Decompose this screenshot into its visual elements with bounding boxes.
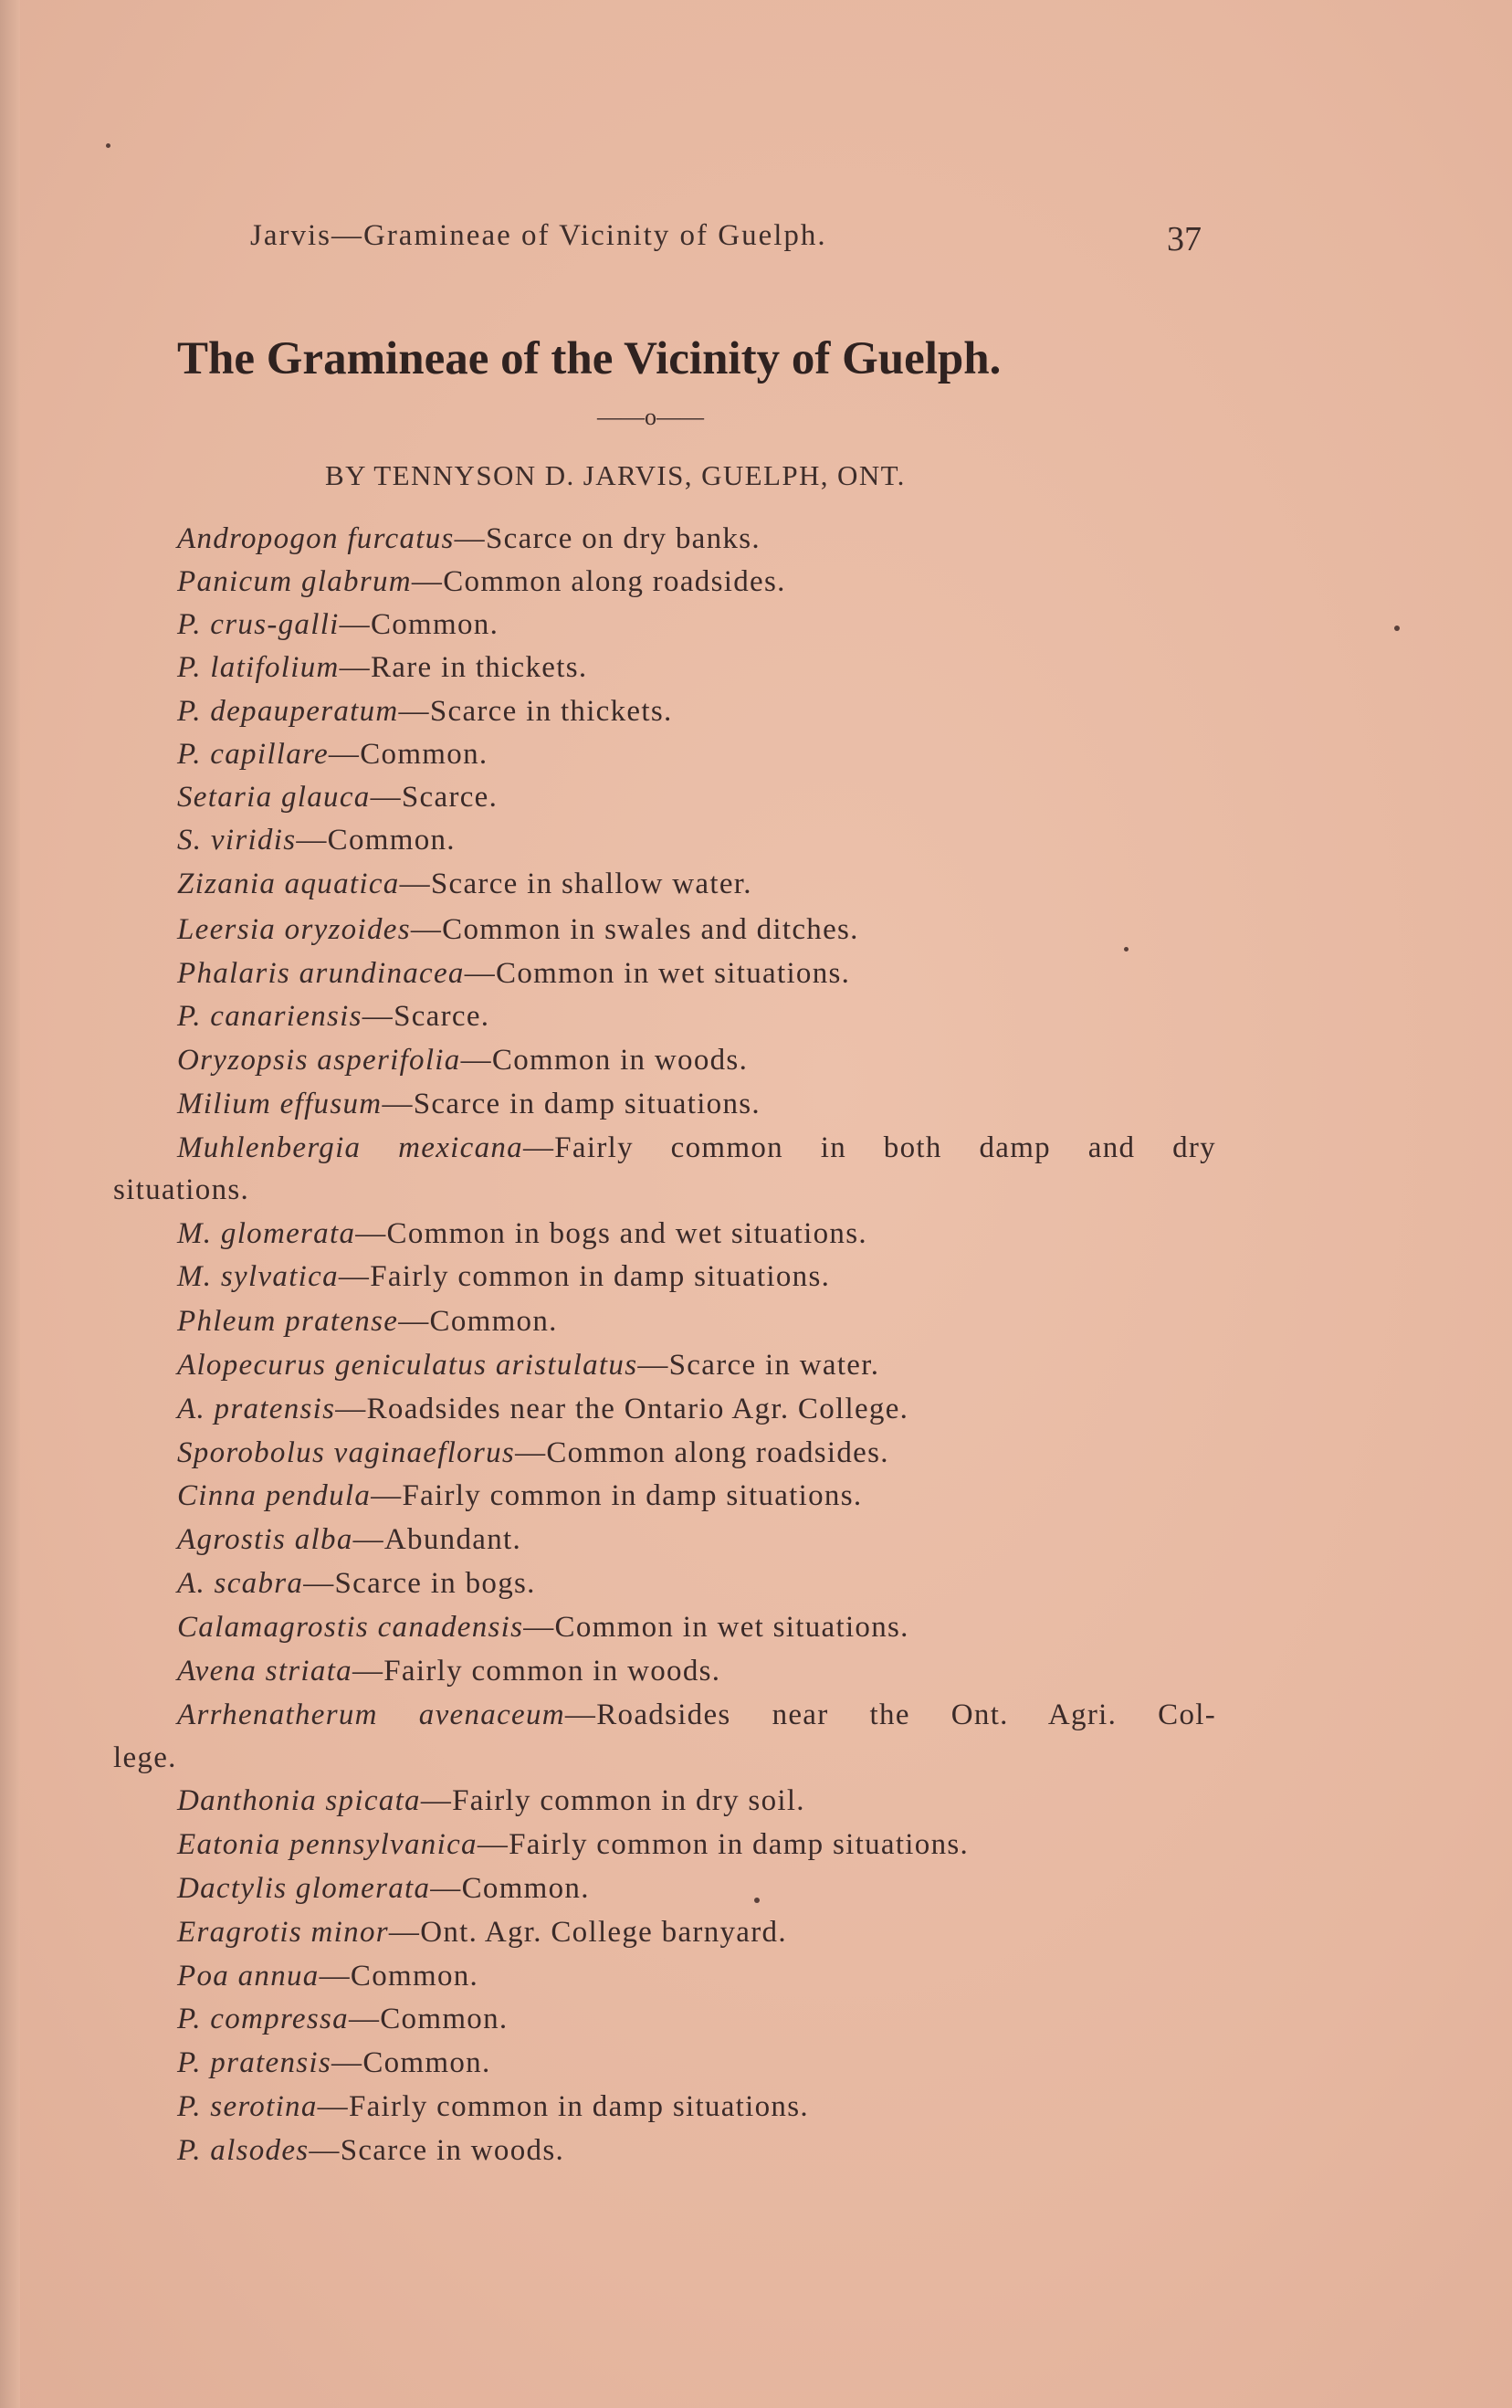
species-note: —Scarce in damp situations.: [382, 1088, 761, 1120]
title-separator: ——o——: [597, 404, 704, 430]
paper-speck: [754, 1898, 760, 1903]
paper-speck: [106, 143, 110, 148]
species-note: —Scarce on dry banks.: [454, 522, 761, 555]
species-name: Milium effusum: [177, 1088, 383, 1120]
species-note: —Common.: [328, 738, 488, 771]
species-note: —Fairly common in damp situations.: [371, 1479, 863, 1512]
species-entry: [177, 825, 456, 856]
species-name: Arrhenatherum avenaceum: [177, 1698, 565, 1731]
species-entry: [177, 1046, 748, 1076]
byline: BY TENNYSON D. JARVIS, GUELPH, ONT.: [325, 459, 906, 491]
species-name: P. serotina: [177, 2090, 318, 2123]
species-entry: [177, 1525, 521, 1555]
species-name: Avena striata: [177, 1655, 352, 1688]
species-note: —Ont. Agr. College barnyard.: [388, 1916, 787, 1949]
species-name: Agrostis alba: [177, 1523, 353, 1556]
species-entry: [177, 2048, 491, 2078]
species-note: —Common.: [348, 2003, 509, 2035]
species-name: Eatonia pennsylvanica: [177, 1828, 478, 1861]
species-entry: [177, 1874, 590, 1904]
species-entry: [177, 740, 488, 770]
species-entry: [177, 524, 761, 554]
species-entry: [177, 610, 499, 640]
species-entry: [177, 567, 786, 597]
running-head: Jarvis—Gramineae of Vicinity of Guelph.: [250, 219, 827, 252]
species-note: —Fairly common in damp situations.: [317, 2090, 809, 2123]
species-note: —Fairly common in both damp and dry: [522, 1131, 1216, 1164]
species-entry: [177, 869, 752, 899]
species-entry: [177, 1307, 558, 1337]
species-name: Panicum glabrum: [177, 565, 412, 598]
species-name: A. scabra: [177, 1567, 304, 1600]
species-note: —Common.: [331, 2046, 491, 2079]
species-note: —Common.: [398, 1305, 558, 1338]
species-entry: [177, 653, 587, 683]
species-name: M. sylvatica: [177, 1260, 339, 1293]
species-note: —Scarce in woods.: [309, 2134, 565, 2167]
species-name: Muhlenbergia mexicana: [177, 1131, 523, 1164]
species-note: —Scarce.: [370, 781, 499, 814]
species-note: —Scarce in shallow water.: [399, 868, 752, 900]
species-note: —Roadsides near the Ont. Agri. Col-: [564, 1698, 1217, 1731]
species-entry: [177, 783, 498, 813]
species-name: Oryzopsis asperifolia: [177, 1044, 461, 1077]
paper-speck: [1124, 947, 1129, 952]
species-name: Phleum pratense: [177, 1305, 399, 1338]
species-name: Zizania aquatica: [177, 868, 400, 900]
species-entry: [177, 1830, 969, 1860]
species-name: Cinna pendula: [177, 1479, 372, 1512]
species-entry: [177, 1613, 909, 1643]
species-note: —Scarce.: [362, 1000, 490, 1033]
species-note: —Common along roadsides.: [411, 565, 786, 598]
page-number: 37: [1167, 220, 1202, 258]
species-entry: [177, 1219, 867, 1249]
species-name: Setaria glauca: [177, 781, 371, 814]
species-entry: [177, 1569, 536, 1599]
species-note: —Fairly common in damp situations.: [338, 1260, 831, 1293]
species-name: P. alsodes: [177, 2134, 310, 2167]
species-name: P. capillare: [177, 738, 329, 771]
species-name: P. pratensis: [177, 2046, 332, 2079]
species-note: —Fairly common in dry soil.: [420, 1784, 805, 1817]
article-title: The Gramineae of the Vicinity of Guelph.: [177, 333, 1002, 384]
species-entry: [177, 1438, 889, 1468]
species-note: —Common.: [430, 1872, 590, 1905]
species-entry: [177, 915, 859, 945]
species-entry: [177, 1961, 478, 1992]
species-name: M. glomerata: [177, 1217, 356, 1250]
species-entry: [177, 1133, 1216, 1163]
species-entry: [177, 1002, 489, 1032]
species-note: —Common along roadsides.: [515, 1436, 889, 1469]
species-name: A. pratensis: [177, 1393, 336, 1425]
species-note: —Common.: [339, 608, 499, 641]
species-name: P. depauperatum: [177, 695, 399, 728]
species-entry: [177, 1786, 805, 1816]
species-entry: [177, 2004, 508, 2035]
species-note: —Common in bogs and wet situations.: [355, 1217, 867, 1250]
species-note-continuation: situations.: [113, 1173, 250, 1206]
species-name: P. canariensis: [177, 1000, 362, 1033]
species-entry: [177, 1481, 862, 1511]
species-note: —Scarce in bogs.: [303, 1567, 536, 1600]
species-note: —Abundant.: [352, 1523, 522, 1556]
species-note: —Fairly common in damp situations.: [477, 1828, 970, 1861]
species-note: —Common.: [319, 1960, 479, 1993]
species-note: —Scarce in water.: [637, 1349, 880, 1382]
species-name: P. crus-galli: [177, 608, 340, 641]
species-note: —Scarce in thickets.: [398, 695, 673, 728]
species-entry: [177, 1394, 908, 1425]
paper-speck: [1394, 626, 1400, 631]
species-entry: [177, 2092, 809, 2122]
species-entry: [177, 1351, 879, 1381]
species-entry: [177, 2136, 564, 2166]
species-entry: [177, 1089, 761, 1120]
species-note: —Common in woods.: [460, 1044, 749, 1077]
species-name: Phalaris arundinacea: [177, 957, 465, 990]
species-note-continuation: lege.: [113, 1741, 177, 1774]
species-note: —Roadsides near the Ontario Agr. College.: [335, 1393, 909, 1425]
species-name: Dactylis glomerata: [177, 1872, 431, 1905]
species-name: Alopecurus geniculatus aristulatus: [177, 1349, 638, 1382]
species-note: —Fairly common in woods.: [352, 1655, 721, 1688]
species-name: Eragrotis minor: [177, 1916, 389, 1949]
species-entry: [177, 1262, 830, 1292]
species-entry: [177, 1918, 787, 1948]
species-entry: [177, 1700, 1216, 1730]
species-name: Andropogon furcatus: [177, 522, 455, 555]
species-entry: [177, 1656, 720, 1687]
species-entry: [177, 959, 850, 989]
species-name: Poa annua: [177, 1960, 320, 1993]
species-note: —Common in wet situations.: [523, 1611, 909, 1644]
species-note: —Rare in thickets.: [339, 651, 588, 684]
species-name: Leersia oryzoides: [177, 913, 411, 946]
species-name: Sporobolus vaginaeflorus: [177, 1436, 516, 1469]
species-note: —Common.: [296, 824, 456, 857]
species-note: —Common in swales and ditches.: [410, 913, 859, 946]
species-name: P. compressa: [177, 2003, 349, 2035]
species-name: Danthonia spicata: [177, 1784, 421, 1817]
species-note: —Common in wet situations.: [464, 957, 851, 990]
species-name: Calamagrostis canadensis: [177, 1611, 524, 1644]
page-binding-edge: [0, 0, 20, 2408]
species-entry: [177, 697, 673, 727]
species-name: P. latifolium: [177, 651, 340, 684]
species-name: S. viridis: [177, 824, 297, 857]
